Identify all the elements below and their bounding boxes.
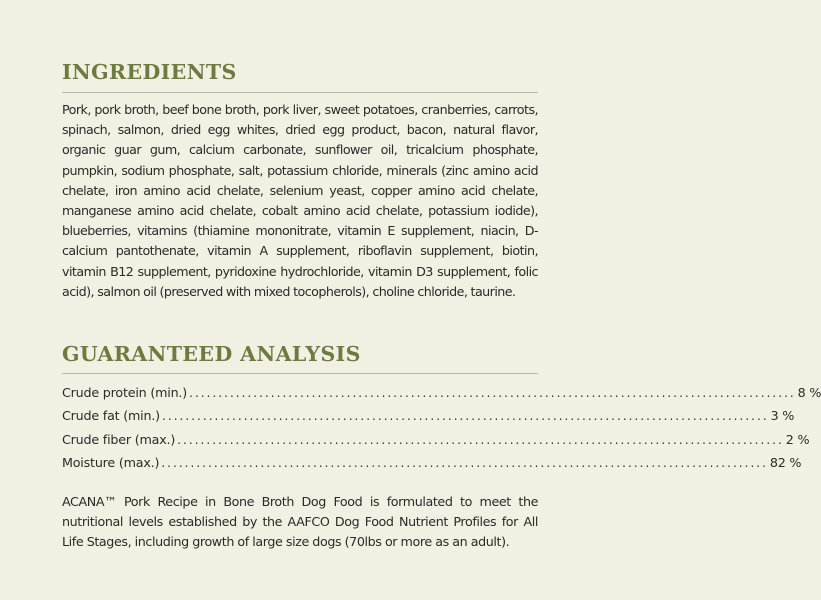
analysis-label: Crude protein (min.): [62, 385, 187, 400]
analysis-divider: [62, 373, 538, 374]
analysis-row-crude-fat: [62, 404, 795, 427]
analysis-label: Moisture (max.): [62, 454, 160, 470]
ingredients-heading: INGREDIENTS: [62, 60, 237, 84]
analysis-row-moisture: [62, 451, 802, 474]
analysis-row-crude-fiber: [62, 428, 810, 451]
dot-leader: ........................................................................................................: [161, 454, 768, 470]
aafco-statement: ACANA™ Pork Recipe in Bone Broth Dog Food is formulated to meet the nutritional levels established by the AAFCO Dog Food Nutrient Profiles for All Life Stages, including growth of large size dogs (70lbs or more as an adult).: [62, 494, 538, 550]
guaranteed-analysis-heading: GUARANTEED ANALYSIS: [62, 342, 361, 366]
analysis-value: 82 %: [769, 454, 802, 470]
dot-leader: ........................................................................................................: [189, 385, 796, 400]
analysis-label: Crude fiber (max.): [62, 431, 176, 447]
analysis-value: 8 %: [797, 385, 821, 400]
dot-leader: ........................................................................................................: [161, 408, 769, 424]
analysis-value: 3 %: [770, 408, 795, 424]
dot-leader: ........................................................................................................: [177, 431, 784, 447]
analysis-value: 2 %: [785, 431, 810, 447]
analysis-label: Crude fat (min.): [62, 408, 160, 424]
analysis-table: [62, 381, 821, 474]
analysis-row-crude-protein: [62, 381, 821, 404]
ingredients-text: Pork, pork broth, beef bone broth, pork liver, sweet potatoes, cranberries, carrots, spinach, salmon, dried egg whites, dried egg product, bacon, natural flavor, organic guar gum, calcium carbonate, sunflower oil, tricalcium phosphate, pumpkin, sodium phosphate, salt, potassium chloride, minerals (zinc amino acid chelate, iron amino acid chelate, selenium yeast, copper amino acid chelate, manganese amino acid chelate, cobalt amino acid chelate, potassium iodide), blueberries, vitamins (thiamine mononitrate, vitamin E supplement, niacin, D-calcium pantothenate, vitamin A supplement, riboflavin supplement, biotin, vitamin B12 supplement, pyridoxine hydrochloride, vitamin D3 supplement, folic acid), salmon oil (preserved with mixed tocopherols), choline chloride, taurine.: [62, 102, 538, 299]
ingredients-divider: [62, 92, 538, 93]
